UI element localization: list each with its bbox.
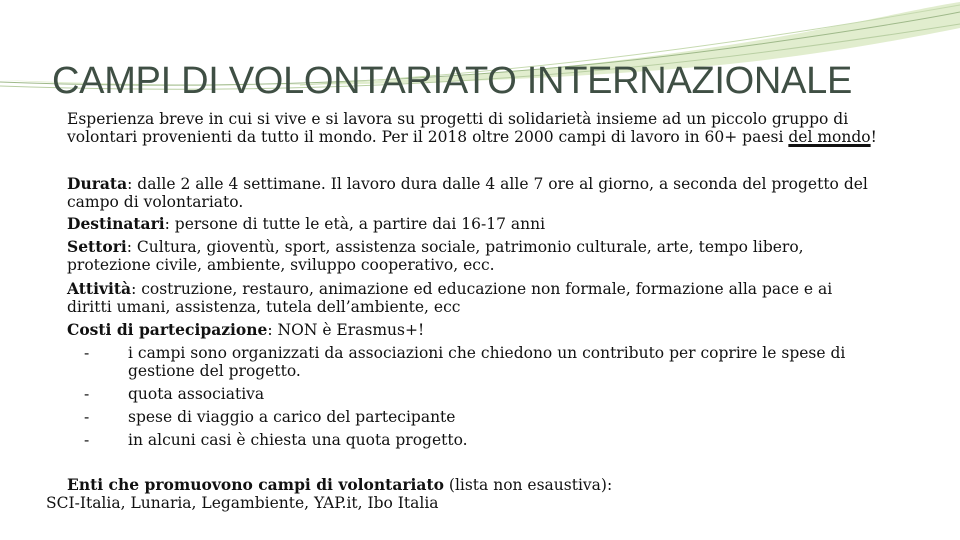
item-label: Costi di partecipazione <box>67 320 268 339</box>
dash-marker: - <box>84 385 90 403</box>
item-label: Enti che promuovono campi di volontariato <box>67 475 444 494</box>
dash-marker: - <box>84 408 90 426</box>
item-destinatari: Destinatari: persone di tutte le età, a partire dai 16-17 anni <box>67 214 546 233</box>
dash-marker: - <box>84 344 90 362</box>
item-label: Attività <box>67 279 132 298</box>
intro-underlined-text: del mondo <box>788 128 871 146</box>
sub-item-2: quota associativa <box>128 385 265 403</box>
item-attivita: Attività: costruzione, restauro, animazione ed educazione non formale, formazione alla pace e ai diritti umani, assistenza, tutela dell’ambiente, ecc <box>67 279 833 316</box>
item-costi: Costi di partecipazione: NON è Erasmus+! <box>67 320 425 339</box>
dash-marker: - <box>84 431 90 449</box>
item-label: Durata <box>67 174 128 193</box>
sub-item-3: spese di viaggio a carico del partecipante <box>128 408 456 426</box>
page-title: CAMPI DI VOLONTARIATO INTERNAZIONALE <box>52 60 852 102</box>
sub-item-1: i campi sono organizzati da associazioni che chiedono un contributo per coprire le spese di gestione del progetto. <box>128 344 846 380</box>
item-label: Destinatari <box>67 214 165 233</box>
intro-line-1: Esperienza breve in cui si vive e si lavora su progetti di solidarietà insieme ad un piccolo gruppo di <box>67 110 849 128</box>
intro-line-2: volontari provenienti da tutto il mondo. Per il 2018 oltre 2000 campi di lavoro in 60+ paesi <box>67 128 789 146</box>
intro-paragraph: Esperienza breve in cui si vive e si lavora su progetti di solidarietà insieme ad un piccolo gruppo di volontari provenienti da tutto il mondo. Per il 2018 oltre 2000 campi di lavoro in 60+ paesi del mondo! <box>67 110 877 146</box>
item-label: Settori <box>67 237 127 256</box>
item-enti: Enti che promuovono campi di volontariato (lista non esaustiva): SCI-Italia, Lunaria, Legambiente, YAP.it, Ibo Italia <box>46 475 613 512</box>
sub-item-4: in alcuni casi è chiesta una quota progetto. <box>128 431 468 449</box>
enti-list: SCI-Italia, Lunaria, Legambiente, YAP.it, Ibo Italia <box>46 494 439 512</box>
item-durata: Durata: dalle 2 alle 4 settimane. Il lavoro dura dalle 4 alle 7 ore al giorno, a seconda del progetto del campo di volontariato. <box>67 174 868 211</box>
item-settori: Settori: Cultura, gioventù, sport, assistenza sociale, patrimonio culturale, arte, tempo libero, protezione civile, ambiente, sviluppo cooperativo, ecc. <box>67 237 804 274</box>
